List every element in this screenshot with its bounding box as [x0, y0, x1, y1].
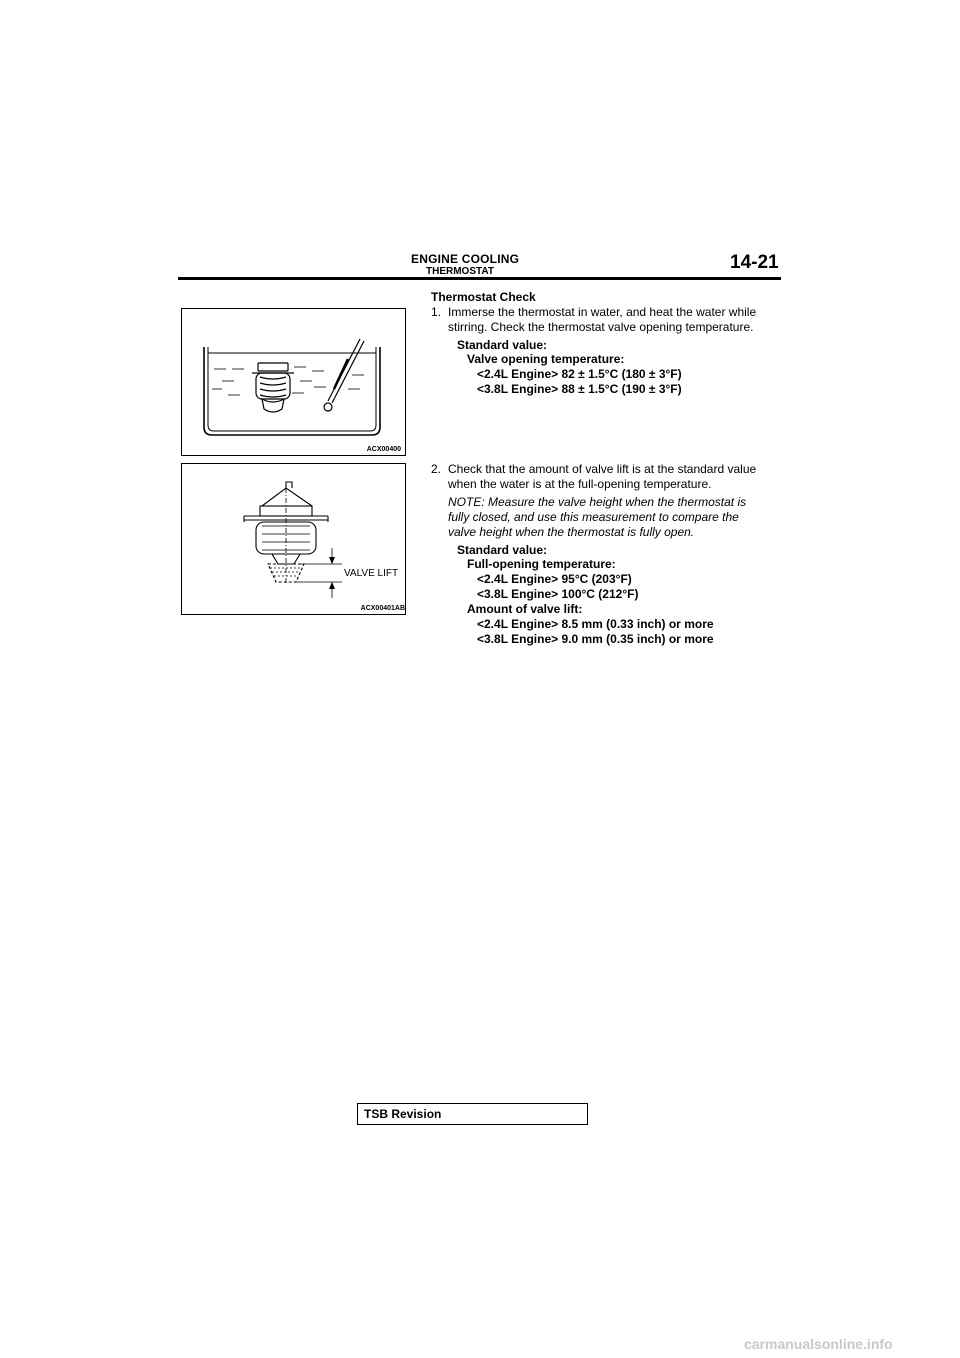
step-2-valve-lift-3-8l: <3.8L Engine> 9.0 mm (0.35 inch) or more [477, 632, 714, 646]
step-1-standard-label: Standard value: [457, 338, 548, 352]
valve-lift-label: VALVE LIFT [344, 568, 399, 579]
step-2-standard-label: Standard value: [457, 543, 548, 557]
thermostat-water-illustration [182, 309, 405, 455]
step-1-sub-label: Valve opening temperature: [467, 352, 625, 366]
step-1-line2: stirring. Check the thermostat valve opening temperature. [448, 320, 754, 334]
procedure-title: Thermostat Check [431, 290, 536, 304]
step-1-value-2-4l: <2.4L Engine> 82 ± 1.5°C (180 ± 3°F) [477, 367, 682, 381]
section-title: ENGINE COOLING [411, 252, 520, 266]
figure-code: ACX00400 [366, 446, 401, 453]
step-2-full-opening-3-8l: <3.8L Engine> 100°C (212°F) [477, 587, 639, 601]
page-number: 14-21 [730, 252, 779, 273]
step-2-full-opening-2-4l: <2.4L Engine> 95°C (203°F) [477, 572, 632, 586]
step-1-line1: Immerse the thermostat in water, and heat the water while [448, 305, 757, 319]
site-watermark: carmanualsonline.info [744, 1336, 893, 1352]
valve-lift-illustration [182, 464, 405, 614]
figure-thermostat-in-water [181, 308, 406, 456]
step-2-note-line3: valve height when the thermostat is fully open. [448, 525, 695, 539]
figure-valve-lift [181, 463, 406, 615]
figure-code: ACX00401AB [360, 605, 405, 612]
tsb-revision-label: TSB Revision [364, 1107, 442, 1121]
step-2-line1: Check that the amount of valve lift is at the standard value [448, 462, 757, 476]
subsection-title: THERMOSTAT [426, 266, 494, 277]
tsb-revision-box [357, 1103, 588, 1125]
step-2-valve-lift-label: Amount of valve lift: [467, 602, 583, 616]
step-2-note-line2: fully closed, and use this measurement to compare the [448, 510, 739, 524]
step-2-valve-lift-2-4l: <2.4L Engine> 8.5 mm (0.33 inch) or more [477, 617, 714, 631]
step-2-line2: when the water is at the full-opening temperature. [448, 477, 712, 491]
step-2-number: 2. [431, 462, 442, 476]
header-rule [178, 277, 781, 280]
step-1-number: 1. [431, 305, 442, 319]
step-2-full-opening-label: Full-opening temperature: [467, 557, 616, 571]
step-1-value-3-8l: <3.8L Engine> 88 ± 1.5°C (190 ± 3°F) [477, 382, 682, 396]
step-2-note-line1: NOTE: Measure the valve height when the thermostat is [448, 495, 747, 509]
